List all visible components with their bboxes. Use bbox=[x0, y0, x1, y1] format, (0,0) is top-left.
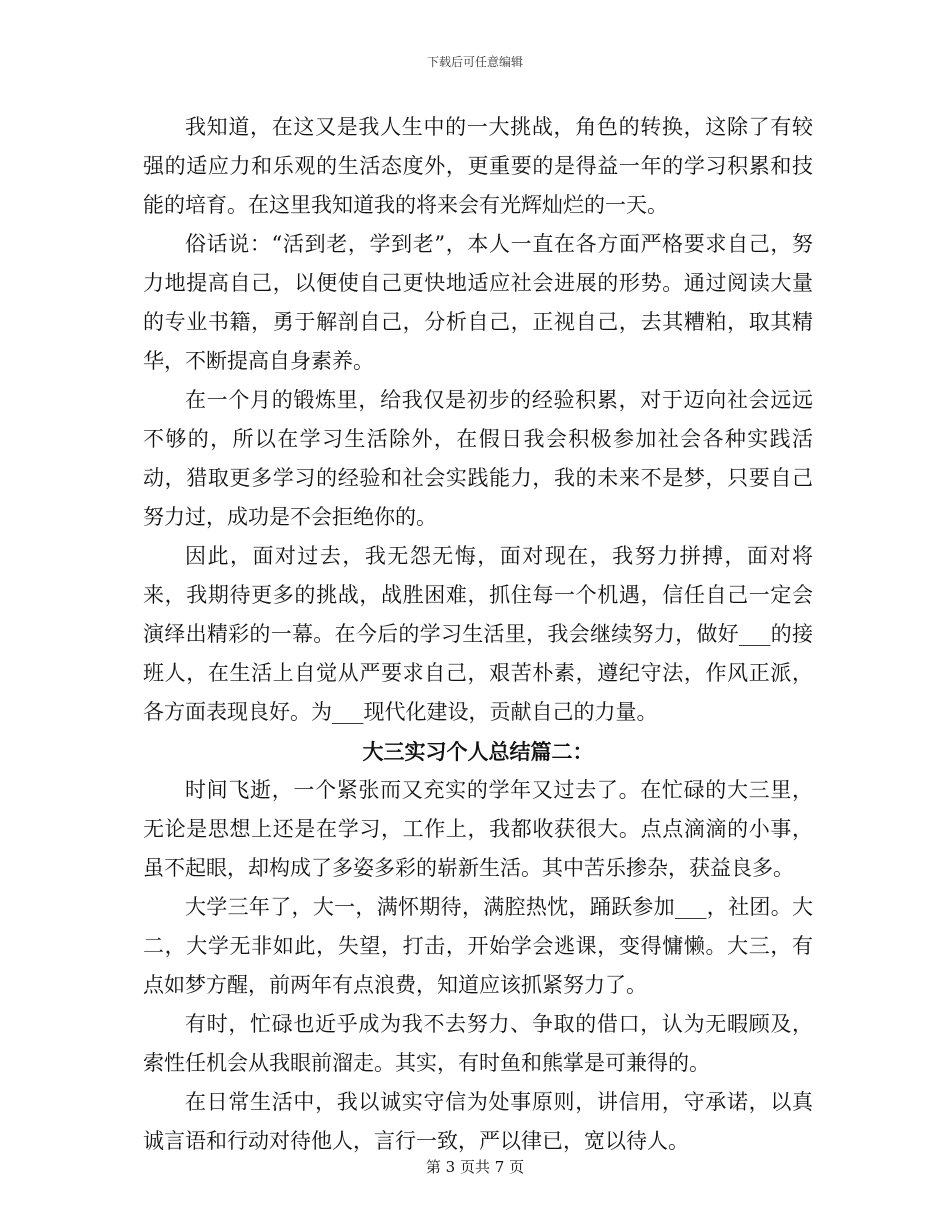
paragraph: 大学三年了，大一，满怀期待，满腔热忱，踊跃参加___，社团。大二，大学无非如此，失望，打击，开始学会逃课，变得慵懒。大三，有点如梦方醒，前两年有点浪费，知道应该抓紧努力了。 bbox=[143, 895, 813, 997]
paragraph: 时间飞逝，一个紧张而又充实的学年又过去了。在忙碌的大三里，无论是思想上还是在学习，工作上，我都收获很大。点点滴滴的小事，虽不起眼，却构成了多姿多彩的崭新生活。其中苦乐掺杂，获益良多。 bbox=[143, 778, 813, 880]
section-title: 大三实习个人总结篇二： bbox=[362, 739, 594, 764]
paragraph: 有时，忙碌也近乎成为我不去努力、争取的借口，认为无暇顾及，索性任机会从我眼前溜走。其实，有时鱼和熊掌是可兼得的。 bbox=[143, 1012, 813, 1075]
page-header-note: 下载后可任意编辑 bbox=[426, 55, 523, 69]
document-body bbox=[143, 108, 813, 1161]
paragraph: 俗话说：“活到老，学到老”，本人一直在各方面严格要求自己，努力地提高自己，以便使自己更快地适应社会进展的形势。通过阅读大量的专业书籍，勇于解剖自己，分析自己，正视自己，去其糟粕，取其精华，不断提高自身素养。 bbox=[143, 232, 813, 373]
paragraph: 因此，面对过去，我无怨无悔，面对现在，我努力拼搏，面对将来，我期待更多的挑战，战胜困难，抓住每一个机遇，信任自己一定会演绎出精彩的一幕。在今后的学习生活里，我会继续努力，做好___的接班人，在生活上自觉从严要求自己，艰苦朴素，遵纪守法，作风正派，各方面表现良好。为___现代化建设，贡献自己的力量。 bbox=[143, 544, 813, 724]
paragraph: 在日常生活中，我以诚实守信为处事原则，讲信用，守承诺，以真诚言语和行动对待他人，言行一致，严以律已，宽以待人。 bbox=[143, 1090, 813, 1153]
paragraph: 我知道，在这又是我人生中的一大挑战，角色的转换，这除了有较强的适应力和乐观的生活态度外，更重要的是得益一年的学习积累和技能的培育。在这里我知道我的将来会有光辉灿烂的一天。 bbox=[143, 115, 813, 217]
page-footer: 第 3 页共 7 页 bbox=[425, 1158, 525, 1176]
paragraph: 在一个月的锻炼里，给我仅是初步的经验积累，对于迈向社会远远不够的，所以在学习生活除外，在假日我会积极参加社会各种实践活动，猎取更多学习的经验和社会实践能力，我的未来不是梦，只要自己努力过，成功是不会拒绝你的。 bbox=[143, 388, 813, 529]
